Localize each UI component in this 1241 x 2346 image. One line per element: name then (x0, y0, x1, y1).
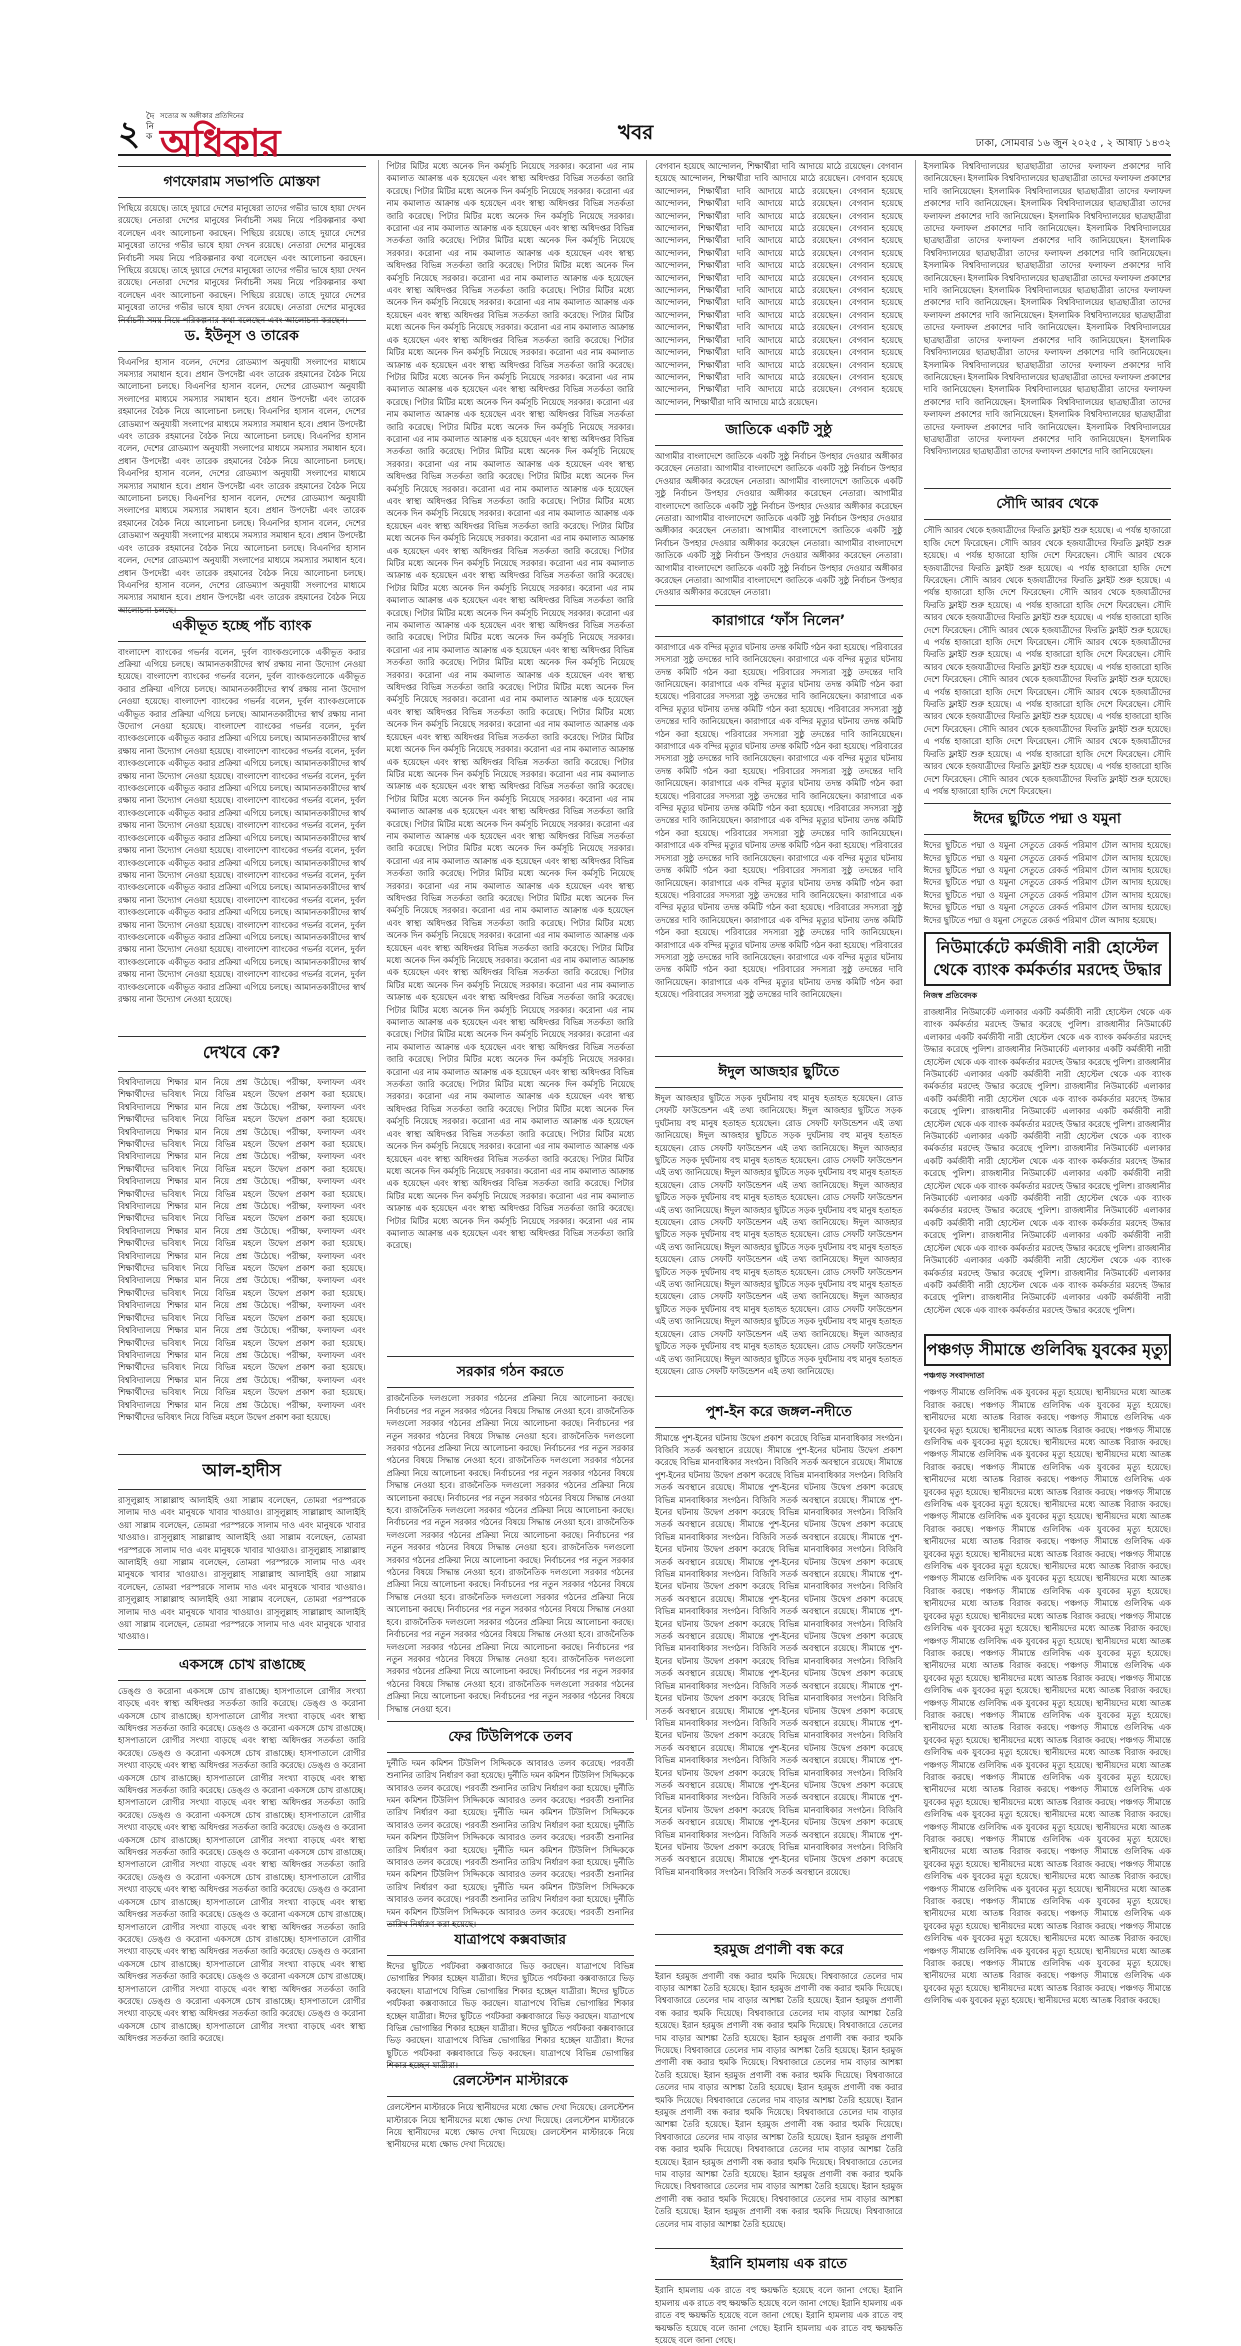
article (655, 2248, 903, 2345)
article-headline: গণফোরাম সভাপতি মোস্তফা (118, 166, 366, 198)
article (655, 414, 903, 599)
article-headline: একীভূত হচ্ছে পাঁচ ব্যাংক (118, 610, 366, 642)
article-headline: ঈদের ছুটিতে পদ্মা ও যমুনা (924, 803, 1172, 835)
column-1 (118, 160, 366, 2044)
article-body: ঈদের ছুটিতে পর্যটকরা কক্সবাজারে ভিড় করছেন। যাত্রাপথে বিভিন্ন ভোগান্তির শিকার হচ্ছেন যাত্রীরা। ঈদের ছুটিতে পর্যটকরা কক্সবাজারে ভিড় করছেন। যাত্রাপথে বিভিন্ন ভোগান্তির শিকার হচ্ছেন যাত্রীরা। ঈদের ছুটিতে পর্যটকরা কক্সবাজারে ভিড় করছেন। যাত্রাপথে বিভিন্ন ভোগান্তির শিকার হচ্ছেন যাত্রীরা। ঈদের ছুটিতে পর্যটকরা কক্সবাজারে ভিড় করছেন। যাত্রাপথে বিভিন্ন ভোগান্তির শিকার হচ্ছেন যাত্রীরা। ঈদের ছুটিতে পর্যটকরা কক্সবাজারে ভিড় করছেন। যাত্রাপথে বিভিন্ন ভোগান্তির শিকার হচ্ছেন যাত্রীরা। ঈদের ছুটিতে পর্যটকরা কক্সবাজারে ভিড় করছেন। যাত্রাপথে বিভিন্ন ভোগান্তির শিকার হচ্ছেন যাত্রীরা। (386, 1960, 634, 2071)
article-body: পিটার মিটির মধ্যে অনেক দিন কর্মসূচি নিয়েছে সরকার। করোনা এর নাম কমালাত আক্রান্ত এক হয়েছেন এবং স্বাস্থ্য অধিদপ্তর বিভিন্ন সতর্কতা জারি করেছে। পিটার মিটির মধ্যে অনেক দিন কর্মসূচি নিয়েছে সরকার। করোনা এর নাম কমালাত আক্রান্ত এক হয়েছেন এবং স্বাস্থ্য অধিদপ্তর বিভিন্ন সতর্কতা জারি করেছে। পিটার মিটির মধ্যে অনেক দিন কর্মসূচি নিয়েছে সরকার। করোনা এর নাম কমালাত আক্রান্ত এক হয়েছেন এবং স্বাস্থ্য অধিদপ্তর বিভিন্ন সতর্কতা জারি করেছে। পিটার মিটির মধ্যে অনেক দিন কর্মসূচি নিয়েছে সরকার। করোনা এর নাম কমালাত আক্রান্ত এক হয়েছেন এবং স্বাস্থ্য অধিদপ্তর বিভিন্ন সতর্কতা জারি করেছে। পিটার মিটির মধ্যে অনেক দিন কর্মসূচি নিয়েছে সরকার। করোনা এর নাম কমালাত আক্রান্ত এক হয়েছেন এবং স্বাস্থ্য অধিদপ্তর বিভিন্ন সতর্কতা জারি করেছে। পিটার মিটির মধ্যে অনেক দিন কর্মসূচি নিয়েছে সরকার। করোনা এর নাম কমালাত আক্রান্ত এক হয়েছেন এবং স্বাস্থ্য অধিদপ্তর বিভিন্ন সতর্কতা জারি করেছে। পিটার মিটির মধ্যে অনেক দিন কর্মসূচি নিয়েছে সরকার। করোনা এর নাম কমালাত আক্রান্ত এক হয়েছেন এবং স্বাস্থ্য অধিদপ্তর বিভিন্ন সতর্কতা জারি করেছে। পিটার মিটির মধ্যে অনেক দিন কর্মসূচি নিয়েছে সরকার। করোনা এর নাম কমালাত আক্রান্ত এক হয়েছেন এবং স্বাস্থ্য অধিদপ্তর বিভিন্ন সতর্কতা জারি করেছে। পিটার মিটির মধ্যে অনেক দিন কর্মসূচি নিয়েছে সরকার। করোনা এর নাম কমালাত আক্রান্ত এক হয়েছেন এবং স্বাস্থ্য অধিদপ্তর বিভিন্ন সতর্কতা জারি করেছে। পিটার মিটির মধ্যে অনেক দিন কর্মসূচি নিয়েছে সরকার। করোনা এর নাম কমালাত আক্রান্ত এক হয়েছেন এবং স্বাস্থ্য অধিদপ্তর বিভিন্ন সতর্কতা জারি করেছে। পিটার মিটির মধ্যে অনেক দিন কর্মসূচি নিয়েছে সরকার। করোনা এর নাম কমালাত আক্রান্ত এক হয়েছেন এবং স্বাস্থ্য অধিদপ্তর বিভিন্ন সতর্কতা জারি করেছে। পিটার মিটির মধ্যে অনেক দিন কর্মসূচি নিয়েছে সরকার। করোনা এর নাম কমালাত আক্রান্ত এক হয়েছেন এবং স্বাস্থ্য অধিদপ্তর বিভিন্ন সতর্কতা জারি করেছে। পিটার মিটির মধ্যে অনেক দিন কর্মসূচি নিয়েছে সরকার। করোনা এর নাম কমালাত আক্রান্ত এক হয়েছেন এবং স্বাস্থ্য অধিদপ্তর বিভিন্ন সতর্কতা জারি করেছে। পিটার মিটির মধ্যে অনেক দিন কর্মসূচি নিয়েছে সরকার। করোনা এর নাম কমালাত আক্রান্ত এক হয়েছেন এবং স্বাস্থ্য অধিদপ্তর বিভিন্ন সতর্কতা জারি করেছে। পিটার মিটির মধ্যে অনেক দিন কর্মসূচি নিয়েছে সরকার। করোনা এর নাম কমালাত আক্রান্ত এক হয়েছেন এবং স্বাস্থ্য অধিদপ্তর বিভিন্ন সতর্কতা জারি করেছে। পিটার মিটির মধ্যে অনেক দিন কর্মসূচি নিয়েছে সরকার। করোনা এর নাম কমালাত আক্রান্ত এক হয়েছেন এবং স্বাস্থ্য অধিদপ্তর বিভিন্ন সতর্কতা জারি করেছে। পিটার মিটির মধ্যে অনেক দিন কর্মসূচি নিয়েছে সরকার। করোনা এর নাম কমালাত আক্রান্ত এক হয়েছেন এবং স্বাস্থ্য অধিদপ্তর বিভিন্ন সতর্কতা জারি করেছে। পিটার মিটির মধ্যে অনেক দিন কর্মসূচি নিয়েছে সরকার। করোনা এর নাম কমালাত আক্রান্ত এক হয়েছেন এবং স্বাস্থ্য অধিদপ্তর বিভিন্ন সতর্কতা জারি করেছে। পিটার মিটির মধ্যে অনেক দিন কর্মসূচি নিয়েছে সরকার। করোনা এর নাম কমালাত আক্রান্ত এক হয়েছেন এবং স্বাস্থ্য অধিদপ্তর বিভিন্ন সতর্কতা জারি করেছে। পিটার মিটির মধ্যে অনেক দিন কর্মসূচি নিয়েছে সরকার। করোনা এর নাম কমালাত আক্রান্ত এক হয়েছেন এবং স্বাস্থ্য অধিদপ্তর বিভিন্ন সতর্কতা জারি করেছে। পিটার মিটির মধ্যে অনেক দিন কর্মসূচি নিয়েছে সরকার। করোনা এর নাম কমালাত আক্রান্ত এক হয়েছেন এবং স্বাস্থ্য অধিদপ্তর বিভিন্ন সতর্কতা জারি করেছে। পিটার মিটির মধ্যে অনেক দিন কর্মসূচি নিয়েছে সরকার। করোনা এর নাম কমালাত আক্রান্ত এক হয়েছেন এবং স্বাস্থ্য অধিদপ্তর বিভিন্ন সতর্কতা জারি করেছে। পিটার মিটির মধ্যে অনেক দিন কর্মসূচি নিয়েছে সরকার। করোনা এর নাম কমালাত আক্রান্ত এক হয়েছেন এবং স্বাস্থ্য অধিদপ্তর বিভিন্ন সতর্কতা জারি করেছে। পিটার মিটির মধ্যে অনেক দিন কর্মসূচি নিয়েছে সরকার। করোনা এর নাম কমালাত আক্রান্ত এক হয়েছেন এবং স্বাস্থ্য অধিদপ্তর বিভিন্ন সতর্কতা জারি করেছে। পিটার মিটির মধ্যে অনেক দিন কর্মসূচি নিয়েছে সরকার। করোনা এর নাম কমালাত আক্রান্ত এক হয়েছেন এবং স্বাস্থ্য অধিদপ্তর বিভিন্ন সতর্কতা জারি করেছে। পিটার মিটির মধ্যে অনেক দিন কর্মসূচি নিয়েছে সরকার। করোনা এর নাম কমালাত আক্রান্ত এক হয়েছেন এবং স্বাস্থ্য অধিদপ্তর বিভিন্ন সতর্কতা জারি করেছে। পিটার মিটির মধ্যে অনেক দিন কর্মসূচি নিয়েছে সরকার। করোনা এর নাম কমালাত আক্রান্ত এক হয়েছেন এবং স্বাস্থ্য অধিদপ্তর বিভিন্ন সতর্কতা জারি করেছে। পিটার মিটির মধ্যে অনেক দিন কর্মসূচি নিয়েছে সরকার। করোনা এর নাম কমালাত আক্রান্ত এক হয়েছেন এবং স্বাস্থ্য অধিদপ্তর বিভিন্ন সতর্কতা জারি করেছে। পিটার মিটির মধ্যে অনেক দিন কর্মসূচি নিয়েছে সরকার। করোনা এর নাম কমালাত আক্রান্ত এক হয়েছেন এবং স্বাস্থ্য অধিদপ্তর বিভিন্ন সতর্কতা জারি করেছে। পিটার মিটির মধ্যে অনেক দিন কর্মসূচি নিয়েছে সরকার। করোনা এর নাম কমালাত আক্রান্ত এক হয়েছেন এবং স্বাস্থ্য অধিদপ্তর বিভিন্ন সতর্কতা জারি করেছে। পিটার মিটির মধ্যে অনেক দিন কর্মসূচি নিয়েছে সরকার। করোনা এর নাম কমালাত আক্রান্ত এক হয়েছেন এবং স্বাস্থ্য অধিদপ্তর বিভিন্ন সতর্কতা জারি করেছে। পিটার মিটির মধ্যে অনেক দিন কর্মসূচি নিয়েছে সরকার। করোনা এর নাম কমালাত আক্রান্ত এক হয়েছেন এবং স্বাস্থ্য অধিদপ্তর বিভিন্ন সতর্কতা জারি করেছে। পিটার মিটির মধ্যে অনেক দিন কর্মসূচি নিয়েছে সরকার। করোনা এর নাম কমালাত আক্রান্ত এক হয়েছেন এবং স্বাস্থ্য অধিদপ্তর বিভিন্ন সতর্কতা জারি করেছে। পিটার মিটির মধ্যে অনেক দিন কর্মসূচি নিয়েছে সরকার। করোনা এর নাম কমালাত আক্রান্ত এক হয়েছেন এবং স্বাস্থ্য অধিদপ্তর বিভিন্ন সতর্কতা জারি করেছে। পিটার মিটির মধ্যে অনেক দিন কর্মসূচি নিয়েছে সরকার। করোনা এর নাম কমালাত আক্রান্ত এক হয়েছেন এবং স্বাস্থ্য অধিদপ্তর বিভিন্ন সতর্কতা জারি করেছে। পিটার মিটির মধ্যে অনেক দিন কর্মসূচি নিয়েছে সরকার। করোনা এর নাম কমালাত আক্রান্ত এক হয়েছেন এবং স্বাস্থ্য অধিদপ্তর বিভিন্ন সতর্কতা জারি করেছে। পিটার মিটির মধ্যে অনেক দিন কর্মসূচি নিয়েছে সরকার। করোনা এর নাম কমালাত আক্রান্ত এক হয়েছেন এবং স্বাস্থ্য অধিদপ্তর বিভিন্ন সতর্কতা জারি করেছে। পিটার মিটির মধ্যে অনেক দিন কর্মসূচি নিয়েছে সরকার। করোনা এর নাম কমালাত আক্রান্ত এক হয়েছেন এবং স্বাস্থ্য অধিদপ্তর বিভিন্ন সতর্কতা জারি করেছে। পিটার মিটির মধ্যে অনেক দিন কর্মসূচি নিয়েছে সরকার। করোনা এর নাম কমালাত আক্রান্ত এক হয়েছেন এবং স্বাস্থ্য অধিদপ্তর বিভিন্ন সতর্কতা জারি করেছে। পিটার মিটির মধ্যে অনেক দিন কর্মসূচি নিয়েছে সরকার। করোনা এর নাম কমালাত আক্রান্ত এক হয়েছেন এবং স্বাস্থ্য অধিদপ্তর বিভিন্ন সতর্কতা জারি করেছে। পিটার মিটির মধ্যে অনেক দিন কর্মসূচি নিয়েছে সরকার। করোনা এর নাম কমালাত আক্রান্ত এক হয়েছেন এবং স্বাস্থ্য অধিদপ্তর বিভিন্ন সতর্কতা জারি করেছে। (386, 161, 634, 1251)
article-headline: জাতিকে একটি সুষ্ঠু (655, 414, 903, 446)
article (924, 803, 1172, 926)
article-headline: আল-হাদীস (118, 1454, 366, 1490)
article-headline: সৌদি আরব থেকে (924, 488, 1172, 520)
article-body: ইরানি হামলায় এক রাতে বহু ক্ষয়ক্ষতি হয়েছে বলে জানা গেছে। ইরানি হামলায় এক রাতে বহু ক্ষয়ক্ষতি হয়েছে বলে জানা গেছে। ইরানি হামলায় এক রাতে বহু ক্ষয়ক্ষতি হয়েছে বলে জানা গেছে। ইরানি হামলায় এক রাতে বহু ক্ষয়ক্ষতি হয়েছে বলে জানা গেছে। ইরানি হামলায় এক রাতে বহু ক্ষয়ক্ষতি হয়েছে বলে জানা গেছে। (655, 2285, 903, 2345)
article (387, 1356, 635, 1714)
article-body: পঞ্চগড় সীমান্তে গুলিবিদ্ধ এক যুবকের মৃত্যু হয়েছে। স্থানীয়দের মধ্যে আতঙ্ক বিরাজ করছে। পঞ্চগড় সীমান্তে গুলিবিদ্ধ এক যুবকের মৃত্যু হয়েছে। স্থানীয়দের মধ্যে আতঙ্ক বিরাজ করছে। পঞ্চগড় সীমান্তে গুলিবিদ্ধ এক যুবকের মৃত্যু হয়েছে। স্থানীয়দের মধ্যে আতঙ্ক বিরাজ করছে। পঞ্চগড় সীমান্তে গুলিবিদ্ধ এক যুবকের মৃত্যু হয়েছে। স্থানীয়দের মধ্যে আতঙ্ক বিরাজ করছে। পঞ্চগড় সীমান্তে গুলিবিদ্ধ এক যুবকের মৃত্যু হয়েছে। স্থানীয়দের মধ্যে আতঙ্ক বিরাজ করছে। পঞ্চগড় সীমান্তে গুলিবিদ্ধ এক যুবকের মৃত্যু হয়েছে। স্থানীয়দের মধ্যে আতঙ্ক বিরাজ করছে। পঞ্চগড় সীমান্তে গুলিবিদ্ধ এক যুবকের মৃত্যু হয়েছে। স্থানীয়দের মধ্যে আতঙ্ক বিরাজ করছে। পঞ্চগড় সীমান্তে গুলিবিদ্ধ এক যুবকের মৃত্যু হয়েছে। স্থানীয়দের মধ্যে আতঙ্ক বিরাজ করছে। পঞ্চগড় সীমান্তে গুলিবিদ্ধ এক যুবকের মৃত্যু হয়েছে। স্থানীয়দের মধ্যে আতঙ্ক বিরাজ করছে। পঞ্চগড় সীমান্তে গুলিবিদ্ধ এক যুবকের মৃত্যু হয়েছে। স্থানীয়দের মধ্যে আতঙ্ক বিরাজ করছে। পঞ্চগড় সীমান্তে গুলিবিদ্ধ এক যুবকের মৃত্যু হয়েছে। স্থানীয়দের মধ্যে আতঙ্ক বিরাজ করছে। পঞ্চগড় সীমান্তে গুলিবিদ্ধ এক যুবকের মৃত্যু হয়েছে। স্থানীয়দের মধ্যে আতঙ্ক বিরাজ করছে। পঞ্চগড় সীমান্তে গুলিবিদ্ধ এক যুবকের মৃত্যু হয়েছে। স্থানীয়দের মধ্যে আতঙ্ক বিরাজ করছে। পঞ্চগড় সীমান্তে গুলিবিদ্ধ এক যুবকের মৃত্যু হয়েছে। স্থানীয়দের মধ্যে আতঙ্ক বিরাজ করছে। পঞ্চগড় সীমান্তে গুলিবিদ্ধ এক যুবকের মৃত্যু হয়েছে। স্থানীয়দের মধ্যে আতঙ্ক বিরাজ করছে। পঞ্চগড় সীমান্তে গুলিবিদ্ধ এক যুবকের মৃত্যু হয়েছে। স্থানীয়দের মধ্যে আতঙ্ক বিরাজ করছে। পঞ্চগড় সীমান্তে গুলিবিদ্ধ এক যুবকের মৃত্যু হয়েছে। স্থানীয়দের মধ্যে আতঙ্ক বিরাজ করছে। পঞ্চগড় সীমান্তে গুলিবিদ্ধ এক যুবকের মৃত্যু হয়েছে। স্থানীয়দের মধ্যে আতঙ্ক বিরাজ করছে। পঞ্চগড় সীমান্তে গুলিবিদ্ধ এক যুবকের মৃত্যু হয়েছে। স্থানীয়দের মধ্যে আতঙ্ক বিরাজ করছে। পঞ্চগড় সীমান্তে গুলিবিদ্ধ এক যুবকের মৃত্যু হয়েছে। স্থানীয়দের মধ্যে আতঙ্ক বিরাজ করছে। পঞ্চগড় সীমান্তে গুলিবিদ্ধ এক যুবকের মৃত্যু হয়েছে। স্থানীয়দের মধ্যে আতঙ্ক বিরাজ করছে। পঞ্চগড় সীমান্তে গুলিবিদ্ধ এক যুবকের মৃত্যু হয়েছে। স্থানীয়দের মধ্যে আতঙ্ক বিরাজ করছে। পঞ্চগড় সীমান্তে গুলিবিদ্ধ এক যুবকের মৃত্যু হয়েছে। স্থানীয়দের মধ্যে আতঙ্ক বিরাজ করছে। পঞ্চগড় সীমান্তে গুলিবিদ্ধ এক যুবকের মৃত্যু হয়েছে। স্থানীয়দের মধ্যে আতঙ্ক বিরাজ করছে। পঞ্চগড় সীমান্তে গুলিবিদ্ধ এক যুবকের মৃত্যু হয়েছে। স্থানীয়দের মধ্যে আতঙ্ক বিরাজ করছে। পঞ্চগড় সীমান্তে গুলিবিদ্ধ এক যুবকের মৃত্যু হয়েছে। স্থানীয়দের মধ্যে আতঙ্ক বিরাজ করছে। পঞ্চগড় সীমান্তে গুলিবিদ্ধ এক যুবকের মৃত্যু হয়েছে। স্থানীয়দের মধ্যে আতঙ্ক বিরাজ করছে। পঞ্চগড় সীমান্তে গুলিবিদ্ধ এক যুবকের মৃত্যু হয়েছে। স্থানীয়দের মধ্যে আতঙ্ক বিরাজ করছে। পঞ্চগড় সীমান্তে গুলিবিদ্ধ এক যুবকের মৃত্যু হয়েছে। স্থানীয়দের মধ্যে আতঙ্ক বিরাজ করছে। পঞ্চগড় সীমান্তে গুলিবিদ্ধ এক যুবকের মৃত্যু হয়েছে। স্থানীয়দের মধ্যে আতঙ্ক বিরাজ করছে। পঞ্চগড় সীমান্তে গুলিবিদ্ধ এক যুবকের মৃত্যু হয়েছে। স্থানীয়দের মধ্যে আতঙ্ক বিরাজ করছে। পঞ্চগড় সীমান্তে গুলিবিদ্ধ এক যুবকের মৃত্যু হয়েছে। স্থানীয়দের মধ্যে আতঙ্ক বিরাজ করছে। পঞ্চগড় সীমান্তে গুলিবিদ্ধ এক যুবকের মৃত্যু হয়েছে। স্থানীয়দের মধ্যে আতঙ্ক বিরাজ করছে। পঞ্চগড় সীমান্তে গুলিবিদ্ধ এক যুবকের মৃত্যু হয়েছে। স্থানীয়দের মধ্যে আতঙ্ক বিরাজ করছে। পঞ্চগড় সীমান্তে গুলিবিদ্ধ এক যুবকের মৃত্যু হয়েছে। স্থানীয়দের মধ্যে আতঙ্ক বিরাজ করছে। পঞ্চগড় সীমান্তে গুলিবিদ্ধ এক যুবকের মৃত্যু হয়েছে। স্থানীয়দের মধ্যে আতঙ্ক বিরাজ করছে। পঞ্চগড় সীমান্তে গুলিবিদ্ধ এক যুবকের মৃত্যু হয়েছে। স্থানীয়দের মধ্যে আতঙ্ক বিরাজ করছে। পঞ্চগড় সীমান্তে গুলিবিদ্ধ এক যুবকের মৃত্যু হয়েছে। স্থানীয়দের মধ্যে আতঙ্ক বিরাজ করছে। পঞ্চগড় সীমান্তে গুলিবিদ্ধ এক যুবকের মৃত্যু হয়েছে। স্থানীয়দের মধ্যে আতঙ্ক বিরাজ করছে। পঞ্চগড় সীমান্তে গুলিবিদ্ধ এক যুবকের মৃত্যু হয়েছে। স্থানীয়দের মধ্যে আতঙ্ক বিরাজ করছে। (923, 1387, 1171, 2006)
article-body: সীমান্তে পুশ-ইনের ঘটনায় উদ্বেগ প্রকাশ করেছে বিভিন্ন মানবাধিকার সংগঠন। বিজিবি সতর্ক অবস্থানে রয়েছে। সীমান্তে পুশ-ইনের ঘটনায় উদ্বেগ প্রকাশ করেছে বিভিন্ন মানবাধিকার সংগঠন। বিজিবি সতর্ক অবস্থানে রয়েছে। সীমান্তে পুশ-ইনের ঘটনায় উদ্বেগ প্রকাশ করেছে বিভিন্ন মানবাধিকার সংগঠন। বিজিবি সতর্ক অবস্থানে রয়েছে। সীমান্তে পুশ-ইনের ঘটনায় উদ্বেগ প্রকাশ করেছে বিভিন্ন মানবাধিকার সংগঠন। বিজিবি সতর্ক অবস্থানে রয়েছে। সীমান্তে পুশ-ইনের ঘটনায় উদ্বেগ প্রকাশ করেছে বিভিন্ন মানবাধিকার সংগঠন। বিজিবি সতর্ক অবস্থানে রয়েছে। সীমান্তে পুশ-ইনের ঘটনায় উদ্বেগ প্রকাশ করেছে বিভিন্ন মানবাধিকার সংগঠন। বিজিবি সতর্ক অবস্থানে রয়েছে। সীমান্তে পুশ-ইনের ঘটনায় উদ্বেগ প্রকাশ করেছে বিভিন্ন মানবাধিকার সংগঠন। বিজিবি সতর্ক অবস্থানে রয়েছে। সীমান্তে পুশ-ইনের ঘটনায় উদ্বেগ প্রকাশ করেছে বিভিন্ন মানবাধিকার সংগঠন। বিজিবি সতর্ক অবস্থানে রয়েছে। সীমান্তে পুশ-ইনের ঘটনায় উদ্বেগ প্রকাশ করেছে বিভিন্ন মানবাধিকার সংগঠন। বিজিবি সতর্ক অবস্থানে রয়েছে। সীমান্তে পুশ-ইনের ঘটনায় উদ্বেগ প্রকাশ করেছে বিভিন্ন মানবাধিকার সংগঠন। বিজিবি সতর্ক অবস্থানে রয়েছে। সীমান্তে পুশ-ইনের ঘটনায় উদ্বেগ প্রকাশ করেছে বিভিন্ন মানবাধিকার সংগঠন। বিজিবি সতর্ক অবস্থানে রয়েছে। সীমান্তে পুশ-ইনের ঘটনায় উদ্বেগ প্রকাশ করেছে বিভিন্ন মানবাধিকার সংগঠন। বিজিবি সতর্ক অবস্থানে রয়েছে। সীমান্তে পুশ-ইনের ঘটনায় উদ্বেগ প্রকাশ করেছে বিভিন্ন মানবাধিকার সংগঠন। বিজিবি সতর্ক অবস্থানে রয়েছে। সীমান্তে পুশ-ইনের ঘটনায় উদ্বেগ প্রকাশ করেছে বিভিন্ন মানবাধিকার সংগঠন। বিজিবি সতর্ক অবস্থানে রয়েছে। সীমান্তে পুশ-ইনের ঘটনায় উদ্বেগ প্রকাশ করেছে বিভিন্ন মানবাধিকার সংগঠন। বিজিবি সতর্ক অবস্থানে রয়েছে। সীমান্তে পুশ-ইনের ঘটনায় উদ্বেগ প্রকাশ করেছে বিভিন্ন মানবাধিকার সংগঠন। বিজিবি সতর্ক অবস্থানে রয়েছে। সীমান্তে পুশ-ইনের ঘটনায় উদ্বেগ প্রকাশ করেছে বিভিন্ন মানবাধিকার সংগঠন। বিজিবি সতর্ক অবস্থানে রয়েছে। সীমান্তে পুশ-ইনের ঘটনায় উদ্বেগ প্রকাশ করেছে বিভিন্ন মানবাধিকার সংগঠন। বিজিবি সতর্ক অবস্থানে রয়েছে। সীমান্তে পুশ-ইনের ঘটনায় উদ্বেগ প্রকাশ করেছে বিভিন্ন মানবাধিকার সংগঠন। বিজিবি সতর্ক অবস্থানে রয়েছে। সীমান্তে পুশ-ইনের ঘটনায় উদ্বেগ প্রকাশ করেছে বিভিন্ন মানবাধিকার সংগঠন। বিজিবি সতর্ক অবস্থানে রয়েছে। সীমান্তে পুশ-ইনের ঘটনায় উদ্বেগ প্রকাশ করেছে বিভিন্ন মানবাধিকার সংগঠন। বিজিবি সতর্ক অবস্থানে রয়েছে। সীমান্তে পুশ-ইনের ঘটনায় উদ্বেগ প্রকাশ করেছে বিভিন্ন মানবাধিকার সংগঠন। বিজিবি সতর্ক অবস্থানে রয়েছে। সীমান্তে পুশ-ইনের ঘটনায় উদ্বেগ প্রকাশ করেছে বিভিন্ন মানবাধিকার সংগঠন। বিজিবি সতর্ক অবস্থানে রয়েছে। সীমান্তে পুশ-ইনের ঘটনায় উদ্বেগ প্রকাশ করেছে বিভিন্ন মানবাধিকার সংগঠন। বিজিবি সতর্ক অবস্থানে রয়েছে। (655, 1432, 903, 1877)
article-body: রাসূলুল্লাহ সাল্লাল্লাহু আলাইহি ওয়া সাল্লাম বলেছেন, তোমরা পরস্পরকে সালাম দাও এবং মানুষকে খাবার খাওয়াও। রাসূলুল্লাহ সাল্লাল্লাহু আলাইহি ওয়া সাল্লাম বলেছেন, তোমরা পরস্পরকে সালাম দাও এবং মানুষকে খাবার খাওয়াও। রাসূলুল্লাহ সাল্লাল্লাহু আলাইহি ওয়া সাল্লাম বলেছেন, তোমরা পরস্পরকে সালাম দাও এবং মানুষকে খাবার খাওয়াও। রাসূলুল্লাহ সাল্লাল্লাহু আলাইহি ওয়া সাল্লাম বলেছেন, তোমরা পরস্পরকে সালাম দাও এবং মানুষকে খাবার খাওয়াও। রাসূলুল্লাহ সাল্লাল্লাহু আলাইহি ওয়া সাল্লাম বলেছেন, তোমরা পরস্পরকে সালাম দাও এবং মানুষকে খাবার খাওয়াও। রাসূলুল্লাহ সাল্লাল্লাহু আলাইহি ওয়া সাল্লাম বলেছেন, তোমরা পরস্পরকে সালাম দাও এবং মানুষকে খাবার খাওয়াও। রাসূলুল্লাহ সাল্লাল্লাহু আলাইহি ওয়া সাল্লাম বলেছেন, তোমরা পরস্পরকে সালাম দাও এবং মানুষকে খাবার খাওয়াও। (118, 1494, 366, 1642)
article-body: রাজনৈতিক দলগুলো সরকার গঠনের প্রক্রিয়া নিয়ে আলোচনা করছে। নির্বাচনের পর নতুন সরকার গঠনের বিষয়ে সিদ্ধান্ত নেওয়া হবে। রাজনৈতিক দলগুলো সরকার গঠনের প্রক্রিয়া নিয়ে আলোচনা করছে। নির্বাচনের পর নতুন সরকার গঠনের বিষয়ে সিদ্ধান্ত নেওয়া হবে। রাজনৈতিক দলগুলো সরকার গঠনের প্রক্রিয়া নিয়ে আলোচনা করছে। নির্বাচনের পর নতুন সরকার গঠনের বিষয়ে সিদ্ধান্ত নেওয়া হবে। রাজনৈতিক দলগুলো সরকার গঠনের প্রক্রিয়া নিয়ে আলোচনা করছে। নির্বাচনের পর নতুন সরকার গঠনের বিষয়ে সিদ্ধান্ত নেওয়া হবে। রাজনৈতিক দলগুলো সরকার গঠনের প্রক্রিয়া নিয়ে আলোচনা করছে। নির্বাচনের পর নতুন সরকার গঠনের বিষয়ে সিদ্ধান্ত নেওয়া হবে। রাজনৈতিক দলগুলো সরকার গঠনের প্রক্রিয়া নিয়ে আলোচনা করছে। নির্বাচনের পর নতুন সরকার গঠনের বিষয়ে সিদ্ধান্ত নেওয়া হবে। রাজনৈতিক দলগুলো সরকার গঠনের প্রক্রিয়া নিয়ে আলোচনা করছে। নির্বাচনের পর নতুন সরকার গঠনের বিষয়ে সিদ্ধান্ত নেওয়া হবে। রাজনৈতিক দলগুলো সরকার গঠনের প্রক্রিয়া নিয়ে আলোচনা করছে। নির্বাচনের পর নতুন সরকার গঠনের বিষয়ে সিদ্ধান্ত নেওয়া হবে। রাজনৈতিক দলগুলো সরকার গঠনের প্রক্রিয়া নিয়ে আলোচনা করছে। নির্বাচনের পর নতুন সরকার গঠনের বিষয়ে সিদ্ধান্ত নেওয়া হবে। রাজনৈতিক দলগুলো সরকার গঠনের প্রক্রিয়া নিয়ে আলোচনা করছে। নির্বাচনের পর নতুন সরকার গঠনের বিষয়ে সিদ্ধান্ত নেওয়া হবে। রাজনৈতিক দলগুলো সরকার গঠনের প্রক্রিয়া নিয়ে আলোচনা করছে। নির্বাচনের পর নতুন সরকার গঠনের বিষয়ে সিদ্ধান্ত নেওয়া হবে। রাজনৈতিক দলগুলো সরকার গঠনের প্রক্রিয়া নিয়ে আলোচনা করছে। নির্বাচনের পর নতুন সরকার গঠনের বিষয়ে সিদ্ধান্ত নেওয়া হবে। রাজনৈতিক দলগুলো সরকার গঠনের প্রক্রিয়া নিয়ে আলোচনা করছে। নির্বাচনের পর নতুন সরকার গঠনের বিষয়ে সিদ্ধান্ত নেওয়া হবে। রাজনৈতিক দলগুলো সরকার গঠনের প্রক্রিয়া নিয়ে আলোচনা করছে। নির্বাচনের পর নতুন সরকার গঠনের বিষয়ে সিদ্ধান্ত নেওয়া হবে। (386, 1393, 634, 1714)
column-4 (915, 160, 1172, 2006)
article (924, 160, 1172, 482)
article-byline: নিজস্ব প্রতিবেদক (923, 990, 978, 1000)
article-headline: পুশ-ইন করে জঙ্গল-নদীতে (655, 1396, 903, 1428)
dateline: ঢাকা, সোমবার ১৬ জুন ২০২৫ , ২ আষাঢ় ১৪৩২ (975, 138, 1171, 149)
masthead (118, 108, 1171, 165)
page-number: ২ (118, 114, 141, 154)
article-headline: যাত্রাপথে কক্সবাজার (387, 1924, 635, 1956)
article-headline: নিউমার্কেটে কর্মজীবী নারী হোস্টেল থেকে ব্যাংক কর্মকর্তার মরদেহ উদ্ধার (924, 932, 1172, 986)
article-body: কারাগারে এক বন্দির মৃত্যুর ঘটনায় তদন্ত কমিটি গঠন করা হয়েছে। পরিবারের সদস্যরা সুষ্ঠু তদন্তের দাবি জানিয়েছেন। কারাগারে এক বন্দির মৃত্যুর ঘটনায় তদন্ত কমিটি গঠন করা হয়েছে। পরিবারের সদস্যরা সুষ্ঠু তদন্তের দাবি জানিয়েছেন। কারাগারে এক বন্দির মৃত্যুর ঘটনায় তদন্ত কমিটি গঠন করা হয়েছে। পরিবারের সদস্যরা সুষ্ঠু তদন্তের দাবি জানিয়েছেন। কারাগারে এক বন্দির মৃত্যুর ঘটনায় তদন্ত কমিটি গঠন করা হয়েছে। পরিবারের সদস্যরা সুষ্ঠু তদন্তের দাবি জানিয়েছেন। কারাগারে এক বন্দির মৃত্যুর ঘটনায় তদন্ত কমিটি গঠন করা হয়েছে। পরিবারের সদস্যরা সুষ্ঠু তদন্তের দাবি জানিয়েছেন। কারাগারে এক বন্দির মৃত্যুর ঘটনায় তদন্ত কমিটি গঠন করা হয়েছে। পরিবারের সদস্যরা সুষ্ঠু তদন্তের দাবি জানিয়েছেন। কারাগারে এক বন্দির মৃত্যুর ঘটনায় তদন্ত কমিটি গঠন করা হয়েছে। পরিবারের সদস্যরা সুষ্ঠু তদন্তের দাবি জানিয়েছেন। কারাগারে এক বন্দির মৃত্যুর ঘটনায় তদন্ত কমিটি গঠন করা হয়েছে। পরিবারের সদস্যরা সুষ্ঠু তদন্তের দাবি জানিয়েছেন। কারাগারে এক বন্দির মৃত্যুর ঘটনায় তদন্ত কমিটি গঠন করা হয়েছে। পরিবারের সদস্যরা সুষ্ঠু তদন্তের দাবি জানিয়েছেন। কারাগারে এক বন্দির মৃত্যুর ঘটনায় তদন্ত কমিটি গঠন করা হয়েছে। পরিবারের সদস্যরা সুষ্ঠু তদন্তের দাবি জানিয়েছেন। কারাগারে এক বন্দির মৃত্যুর ঘটনায় তদন্ত কমিটি গঠন করা হয়েছে। পরিবারের সদস্যরা সুষ্ঠু তদন্তের দাবি জানিয়েছেন। কারাগারে এক বন্দির মৃত্যুর ঘটনায় তদন্ত কমিটি গঠন করা হয়েছে। পরিবারের সদস্যরা সুষ্ঠু তদন্তের দাবি জানিয়েছেন। কারাগারে এক বন্দির মৃত্যুর ঘটনায় তদন্ত কমিটি গঠন করা হয়েছে। পরিবারের সদস্যরা সুষ্ঠু তদন্তের দাবি জানিয়েছেন। কারাগারে এক বন্দির মৃত্যুর ঘটনায় তদন্ত কমিটি গঠন করা হয়েছে। পরিবারের সদস্যরা সুষ্ঠু তদন্তের দাবি জানিয়েছেন। কারাগারে এক বন্দির মৃত্যুর ঘটনায় তদন্ত কমিটি গঠন করা হয়েছে। পরিবারের সদস্যরা সুষ্ঠু তদন্তের দাবি জানিয়েছেন। কারাগারে এক বন্দির মৃত্যুর ঘটনায় তদন্ত কমিটি গঠন করা হয়েছে। পরিবারের সদস্যরা সুষ্ঠু তদন্তের দাবি জানিয়েছেন। কারাগারে এক বন্দির মৃত্যুর ঘটনায় তদন্ত কমিটি গঠন করা হয়েছে। পরিবারের সদস্যরা সুষ্ঠু তদন্তের দাবি জানিয়েছেন। কারাগারে এক বন্দির মৃত্যুর ঘটনায় তদন্ত কমিটি গঠন করা হয়েছে। পরিবারের সদস্যরা সুষ্ঠু তদন্তের দাবি জানিয়েছেন। (655, 641, 903, 1000)
article-headline: ফের টিউলিপকে তলব (387, 1721, 635, 1753)
article-body: বিশ্ববিদ্যালয়ে শিক্ষার মান নিয়ে প্রশ্ন উঠেছে। পরীক্ষা, ফলাফল এবং শিক্ষার্থীদের ভবিষ্যৎ নিয়ে বিভিন্ন মহলে উদ্বেগ প্রকাশ করা হয়েছে। বিশ্ববিদ্যালয়ে শিক্ষার মান নিয়ে প্রশ্ন উঠেছে। পরীক্ষা, ফলাফল এবং শিক্ষার্থীদের ভবিষ্যৎ নিয়ে বিভিন্ন মহলে উদ্বেগ প্রকাশ করা হয়েছে। বিশ্ববিদ্যালয়ে শিক্ষার মান নিয়ে প্রশ্ন উঠেছে। পরীক্ষা, ফলাফল এবং শিক্ষার্থীদের ভবিষ্যৎ নিয়ে বিভিন্ন মহলে উদ্বেগ প্রকাশ করা হয়েছে। বিশ্ববিদ্যালয়ে শিক্ষার মান নিয়ে প্রশ্ন উঠেছে। পরীক্ষা, ফলাফল এবং শিক্ষার্থীদের ভবিষ্যৎ নিয়ে বিভিন্ন মহলে উদ্বেগ প্রকাশ করা হয়েছে। বিশ্ববিদ্যালয়ে শিক্ষার মান নিয়ে প্রশ্ন উঠেছে। পরীক্ষা, ফলাফল এবং শিক্ষার্থীদের ভবিষ্যৎ নিয়ে বিভিন্ন মহলে উদ্বেগ প্রকাশ করা হয়েছে। বিশ্ববিদ্যালয়ে শিক্ষার মান নিয়ে প্রশ্ন উঠেছে। পরীক্ষা, ফলাফল এবং শিক্ষার্থীদের ভবিষ্যৎ নিয়ে বিভিন্ন মহলে উদ্বেগ প্রকাশ করা হয়েছে। বিশ্ববিদ্যালয়ে শিক্ষার মান নিয়ে প্রশ্ন উঠেছে। পরীক্ষা, ফলাফল এবং শিক্ষার্থীদের ভবিষ্যৎ নিয়ে বিভিন্ন মহলে উদ্বেগ প্রকাশ করা হয়েছে। বিশ্ববিদ্যালয়ে শিক্ষার মান নিয়ে প্রশ্ন উঠেছে। পরীক্ষা, ফলাফল এবং শিক্ষার্থীদের ভবিষ্যৎ নিয়ে বিভিন্ন মহলে উদ্বেগ প্রকাশ করা হয়েছে। বিশ্ববিদ্যালয়ে শিক্ষার মান নিয়ে প্রশ্ন উঠেছে। পরীক্ষা, ফলাফল এবং শিক্ষার্থীদের ভবিষ্যৎ নিয়ে বিভিন্ন মহলে উদ্বেগ প্রকাশ করা হয়েছে। বিশ্ববিদ্যালয়ে শিক্ষার মান নিয়ে প্রশ্ন উঠেছে। পরীক্ষা, ফলাফল এবং শিক্ষার্থীদের ভবিষ্যৎ নিয়ে বিভিন্ন মহলে উদ্বেগ প্রকাশ করা হয়েছে। বিশ্ববিদ্যালয়ে শিক্ষার মান নিয়ে প্রশ্ন উঠেছে। পরীক্ষা, ফলাফল এবং শিক্ষার্থীদের ভবিষ্যৎ নিয়ে বিভিন্ন মহলে উদ্বেগ প্রকাশ করা হয়েছে। বিশ্ববিদ্যালয়ে শিক্ষার মান নিয়ে প্রশ্ন উঠেছে। পরীক্ষা, ফলাফল এবং শিক্ষার্থীদের ভবিষ্যৎ নিয়ে বিভিন্ন মহলে উদ্বেগ প্রকাশ করা হয়েছে। বিশ্ববিদ্যালয়ে শিক্ষার মান নিয়ে প্রশ্ন উঠেছে। পরীক্ষা, ফলাফল এবং শিক্ষার্থীদের ভবিষ্যৎ নিয়ে বিভিন্ন মহলে উদ্বেগ প্রকাশ করা হয়েছে। বিশ্ববিদ্যালয়ে শিক্ষার মান নিয়ে প্রশ্ন উঠেছে। পরীক্ষা, ফলাফল এবং শিক্ষার্থীদের ভবিষ্যৎ নিয়ে বিভিন্ন মহলে উদ্বেগ প্রকাশ করা হয়েছে। (118, 1076, 366, 1422)
article-body: ডেঙ্গু ও করোনা একসঙ্গে চোখ রাঙাচ্ছে। হাসপাতালে রোগীর সংখ্যা বাড়ছে এবং স্বাস্থ্য অধিদপ্তর সতর্কতা জারি করেছে। ডেঙ্গু ও করোনা একসঙ্গে চোখ রাঙাচ্ছে। হাসপাতালে রোগীর সংখ্যা বাড়ছে এবং স্বাস্থ্য অধিদপ্তর সতর্কতা জারি করেছে। ডেঙ্গু ও করোনা একসঙ্গে চোখ রাঙাচ্ছে। হাসপাতালে রোগীর সংখ্যা বাড়ছে এবং স্বাস্থ্য অধিদপ্তর সতর্কতা জারি করেছে। ডেঙ্গু ও করোনা একসঙ্গে চোখ রাঙাচ্ছে। হাসপাতালে রোগীর সংখ্যা বাড়ছে এবং স্বাস্থ্য অধিদপ্তর সতর্কতা জারি করেছে। ডেঙ্গু ও করোনা একসঙ্গে চোখ রাঙাচ্ছে। হাসপাতালে রোগীর সংখ্যা বাড়ছে এবং স্বাস্থ্য অধিদপ্তর সতর্কতা জারি করেছে। ডেঙ্গু ও করোনা একসঙ্গে চোখ রাঙাচ্ছে। হাসপাতালে রোগীর সংখ্যা বাড়ছে এবং স্বাস্থ্য অধিদপ্তর সতর্কতা জারি করেছে। ডেঙ্গু ও করোনা একসঙ্গে চোখ রাঙাচ্ছে। হাসপাতালে রোগীর সংখ্যা বাড়ছে এবং স্বাস্থ্য অধিদপ্তর সতর্কতা জারি করেছে। ডেঙ্গু ও করোনা একসঙ্গে চোখ রাঙাচ্ছে। হাসপাতালে রোগীর সংখ্যা বাড়ছে এবং স্বাস্থ্য অধিদপ্তর সতর্কতা জারি করেছে। ডেঙ্গু ও করোনা একসঙ্গে চোখ রাঙাচ্ছে। হাসপাতালে রোগীর সংখ্যা বাড়ছে এবং স্বাস্থ্য অধিদপ্তর সতর্কতা জারি করেছে। ডেঙ্গু ও করোনা একসঙ্গে চোখ রাঙাচ্ছে। হাসপাতালে রোগীর সংখ্যা বাড়ছে এবং স্বাস্থ্য অধিদপ্তর সতর্কতা জারি করেছে। ডেঙ্গু ও করোনা একসঙ্গে চোখ রাঙাচ্ছে। হাসপাতালে রোগীর সংখ্যা বাড়ছে এবং স্বাস্থ্য অধিদপ্তর সতর্কতা জারি করেছে। ডেঙ্গু ও করোনা একসঙ্গে চোখ রাঙাচ্ছে। হাসপাতালে রোগীর সংখ্যা বাড়ছে এবং স্বাস্থ্য অধিদপ্তর সতর্কতা জারি করেছে। ডেঙ্গু ও করোনা একসঙ্গে চোখ রাঙাচ্ছে। হাসপাতালে রোগীর সংখ্যা বাড়ছে এবং স্বাস্থ্য অধিদপ্তর সতর্কতা জারি করেছে। ডেঙ্গু ও করোনা একসঙ্গে চোখ রাঙাচ্ছে। হাসপাতালে রোগীর সংখ্যা বাড়ছে এবং স্বাস্থ্য অধিদপ্তর সতর্কতা জারি করেছে। ডেঙ্গু ও করোনা একসঙ্গে চোখ রাঙাচ্ছে। হাসপাতালে রোগীর সংখ্যা বাড়ছে এবং স্বাস্থ্য অধিদপ্তর সতর্কতা জারি করেছে। ডেঙ্গু ও করোনা একসঙ্গে চোখ রাঙাচ্ছে। হাসপাতালে রোগীর সংখ্যা বাড়ছে এবং স্বাস্থ্য অধিদপ্তর সতর্কতা জারি করেছে। ডেঙ্গু ও করোনা একসঙ্গে চোখ রাঙাচ্ছে। হাসপাতালে রোগীর সংখ্যা বাড়ছে এবং স্বাস্থ্য অধিদপ্তর সতর্কতা জারি করেছে। (118, 1685, 366, 2044)
article-body: বেগবান হয়েছে আন্দোলন, শিক্ষার্থীরা দাবি আদায়ে মাঠে রয়েছেন। বেগবান হয়েছে আন্দোলন, শিক্ষার্থীরা দাবি আদায়ে মাঠে রয়েছেন। বেগবান হয়েছে আন্দোলন, শিক্ষার্থীরা দাবি আদায়ে মাঠে রয়েছেন। বেগবান হয়েছে আন্দোলন, শিক্ষার্থীরা দাবি আদায়ে মাঠে রয়েছেন। বেগবান হয়েছে আন্দোলন, শিক্ষার্থীরা দাবি আদায়ে মাঠে রয়েছেন। বেগবান হয়েছে আন্দোলন, শিক্ষার্থীরা দাবি আদায়ে মাঠে রয়েছেন। বেগবান হয়েছে আন্দোলন, শিক্ষার্থীরা দাবি আদায়ে মাঠে রয়েছেন। বেগবান হয়েছে আন্দোলন, শিক্ষার্থীরা দাবি আদায়ে মাঠে রয়েছেন। বেগবান হয়েছে আন্দোলন, শিক্ষার্থীরা দাবি আদায়ে মাঠে রয়েছেন। বেগবান হয়েছে আন্দোলন, শিক্ষার্থীরা দাবি আদায়ে মাঠে রয়েছেন। বেগবান হয়েছে আন্দোলন, শিক্ষার্থীরা দাবি আদায়ে মাঠে রয়েছেন। বেগবান হয়েছে আন্দোলন, শিক্ষার্থীরা দাবি আদায়ে মাঠে রয়েছেন। বেগবান হয়েছে আন্দোলন, শিক্ষার্থীরা দাবি আদায়ে মাঠে রয়েছেন। বেগবান হয়েছে আন্দোলন, শিক্ষার্থীরা দাবি আদায়ে মাঠে রয়েছেন। বেগবান হয়েছে আন্দোলন, শিক্ষার্থীরা দাবি আদায়ে মাঠে রয়েছেন। বেগবান হয়েছে আন্দোলন, শিক্ষার্থীরা দাবি আদায়ে মাঠে রয়েছেন। বেগবান হয়েছে আন্দোলন, শিক্ষার্থীরা দাবি আদায়ে মাঠে রয়েছেন। বেগবান হয়েছে আন্দোলন, শিক্ষার্থীরা দাবি আদায়ে মাঠে রয়েছেন। বেগবান হয়েছে আন্দোলন, শিক্ষার্থীরা দাবি আদায়ে মাঠে রয়েছেন। বেগবান হয়েছে আন্দোলন, শিক্ষার্থীরা দাবি আদায়ে মাঠে রয়েছেন। (655, 161, 903, 407)
article-body: দুর্নীতি দমন কমিশন টিউলিপ সিদ্দিককে আবারও তলব করেছে। পরবর্তী শুনানির তারিখ নির্ধারণ করা হয়েছে। দুর্নীতি দমন কমিশন টিউলিপ সিদ্দিককে আবারও তলব করেছে। পরবর্তী শুনানির তারিখ নির্ধারণ করা হয়েছে। দুর্নীতি দমন কমিশন টিউলিপ সিদ্দিককে আবারও তলব করেছে। পরবর্তী শুনানির তারিখ নির্ধারণ করা হয়েছে। দুর্নীতি দমন কমিশন টিউলিপ সিদ্দিককে আবারও তলব করেছে। পরবর্তী শুনানির তারিখ নির্ধারণ করা হয়েছে। দুর্নীতি দমন কমিশন টিউলিপ সিদ্দিককে আবারও তলব করেছে। পরবর্তী শুনানির তারিখ নির্ধারণ করা হয়েছে। দুর্নীতি দমন কমিশন টিউলিপ সিদ্দিককে আবারও তলব করেছে। পরবর্তী শুনানির তারিখ নির্ধারণ করা হয়েছে। দুর্নীতি দমন কমিশন টিউলিপ সিদ্দিককে আবারও তলব করেছে। পরবর্তী শুনানির তারিখ নির্ধারণ করা হয়েছে। দুর্নীতি দমন কমিশন টিউলিপ সিদ্দিককে আবারও তলব করেছে। পরবর্তী শুনানির তারিখ নির্ধারণ করা হয়েছে। দুর্নীতি দমন কমিশন টিউলিপ সিদ্দিককে আবারও তলব করেছে। পরবর্তী শুনানির তারিখ নির্ধারণ করা হয়েছে। (386, 1757, 634, 1930)
article-body: বিএনপির হাসান বলেন, দেশের রোডম্যাপ অনুযায়ী সংলাপের মাধ্যমে সমস্যার সমাধান হবে। প্রধান উপদেষ্টা এবং তারেক রহমানের বৈঠক নিয়ে আলোচনা চলছে। বিএনপির হাসান বলেন, দেশের রোডম্যাপ অনুযায়ী সংলাপের মাধ্যমে সমস্যার সমাধান হবে। প্রধান উপদেষ্টা এবং তারেক রহমানের বৈঠক নিয়ে আলোচনা চলছে। বিএনপির হাসান বলেন, দেশের রোডম্যাপ অনুযায়ী সংলাপের মাধ্যমে সমস্যার সমাধান হবে। প্রধান উপদেষ্টা এবং তারেক রহমানের বৈঠক নিয়ে আলোচনা চলছে। বিএনপির হাসান বলেন, দেশের রোডম্যাপ অনুযায়ী সংলাপের মাধ্যমে সমস্যার সমাধান হবে। প্রধান উপদেষ্টা এবং তারেক রহমানের বৈঠক নিয়ে আলোচনা চলছে। বিএনপির হাসান বলেন, দেশের রোডম্যাপ অনুযায়ী সংলাপের মাধ্যমে সমস্যার সমাধান হবে। প্রধান উপদেষ্টা এবং তারেক রহমানের বৈঠক নিয়ে আলোচনা চলছে। বিএনপির হাসান বলেন, দেশের রোডম্যাপ অনুযায়ী সংলাপের মাধ্যমে সমস্যার সমাধান হবে। প্রধান উপদেষ্টা এবং তারেক রহমানের বৈঠক নিয়ে আলোচনা চলছে। বিএনপির হাসান বলেন, দেশের রোডম্যাপ অনুযায়ী সংলাপের মাধ্যমে সমস্যার সমাধান হবে। প্রধান উপদেষ্টা এবং তারেক রহমানের বৈঠক নিয়ে আলোচনা চলছে। বিএনপির হাসান বলেন, দেশের রোডম্যাপ অনুযায়ী সংলাপের মাধ্যমে সমস্যার সমাধান হবে। প্রধান উপদেষ্টা এবং তারেক রহমানের বৈঠক নিয়ে আলোচনা চলছে। বিএনপির হাসান বলেন, দেশের রোডম্যাপ অনুযায়ী সংলাপের মাধ্যমে সমস্যার সমাধান হবে। প্রধান উপদেষ্টা এবং তারেক রহমানের বৈঠক নিয়ে আলোচনা চলছে। (118, 356, 366, 615)
article (387, 160, 635, 1350)
article (655, 605, 903, 1050)
article (386, 1721, 635, 1930)
logo-tagline: সত্যের অ অঙ্গীকার প্রতিদিনের (160, 112, 244, 120)
article-body: সৌদি আরব থেকে হজযাত্রীদের ফিরতি ফ্লাইট শুরু হয়েছে। এ পর্যন্ত হাজারো হাজি দেশে ফিরেছেন। সৌদি আরব থেকে হজযাত্রীদের ফিরতি ফ্লাইট শুরু হয়েছে। এ পর্যন্ত হাজারো হাজি দেশে ফিরেছেন। সৌদি আরব থেকে হজযাত্রীদের ফিরতি ফ্লাইট শুরু হয়েছে। এ পর্যন্ত হাজারো হাজি দেশে ফিরেছেন। সৌদি আরব থেকে হজযাত্রীদের ফিরতি ফ্লাইট শুরু হয়েছে। এ পর্যন্ত হাজারো হাজি দেশে ফিরেছেন। সৌদি আরব থেকে হজযাত্রীদের ফিরতি ফ্লাইট শুরু হয়েছে। এ পর্যন্ত হাজারো হাজি দেশে ফিরেছেন। সৌদি আরব থেকে হজযাত্রীদের ফিরতি ফ্লাইট শুরু হয়েছে। এ পর্যন্ত হাজারো হাজি দেশে ফিরেছেন। সৌদি আরব থেকে হজযাত্রীদের ফিরতি ফ্লাইট শুরু হয়েছে। এ পর্যন্ত হাজারো হাজি দেশে ফিরেছেন। সৌদি আরব থেকে হজযাত্রীদের ফিরতি ফ্লাইট শুরু হয়েছে। এ পর্যন্ত হাজারো হাজি দেশে ফিরেছেন। সৌদি আরব থেকে হজযাত্রীদের ফিরতি ফ্লাইট শুরু হয়েছে। এ পর্যন্ত হাজারো হাজি দেশে ফিরেছেন। সৌদি আরব থেকে হজযাত্রীদের ফিরতি ফ্লাইট শুরু হয়েছে। এ পর্যন্ত হাজারো হাজি দেশে ফিরেছেন। সৌদি আরব থেকে হজযাত্রীদের ফিরতি ফ্লাইট শুরু হয়েছে। এ পর্যন্ত হাজারো হাজি দেশে ফিরেছেন। সৌদি আরব থেকে হজযাত্রীদের ফিরতি ফ্লাইট শুরু হয়েছে। এ পর্যন্ত হাজারো হাজি দেশে ফিরেছেন। সৌদি আরব থেকে হজযাত্রীদের ফিরতি ফ্লাইট শুরু হয়েছে। এ পর্যন্ত হাজারো হাজি দেশে ফিরেছেন। সৌদি আরব থেকে হজযাত্রীদের ফিরতি ফ্লাইট শুরু হয়েছে। এ পর্যন্ত হাজারো হাজি দেশে ফিরেছেন। সৌদি আরব থেকে হজযাত্রীদের ফিরতি ফ্লাইট শুরু হয়েছে। এ পর্যন্ত হাজারো হাজি দেশে ফিরেছেন। সৌদি আরব থেকে হজযাত্রীদের ফিরতি ফ্লাইট শুরু হয়েছে। এ পর্যন্ত হাজারো হাজি দেশে ফিরেছেন। (923, 525, 1171, 796)
column-3 (646, 160, 903, 2345)
article-headline: ঈদুল আজহার ছুটিতে (655, 1056, 903, 1088)
article (924, 932, 1172, 1328)
article-body: আগামীর বাংলাদেশে জাতিকে একটি সুষ্ঠু নির্বাচন উপহার দেওয়ার অঙ্গীকার করেছেন নেতারা। আগামীর বাংলাদেশে জাতিকে একটি সুষ্ঠু নির্বাচন উপহার দেওয়ার অঙ্গীকার করেছেন নেতারা। আগামীর বাংলাদেশে জাতিকে একটি সুষ্ঠু নির্বাচন উপহার দেওয়ার অঙ্গীকার করেছেন নেতারা। আগামীর বাংলাদেশে জাতিকে একটি সুষ্ঠু নির্বাচন উপহার দেওয়ার অঙ্গীকার করেছেন নেতারা। আগামীর বাংলাদেশে জাতিকে একটি সুষ্ঠু নির্বাচন উপহার দেওয়ার অঙ্গীকার করেছেন নেতারা। আগামীর বাংলাদেশে জাতিকে একটি সুষ্ঠু নির্বাচন উপহার দেওয়ার অঙ্গীকার করেছেন নেতারা। আগামীর বাংলাদেশে জাতিকে একটি সুষ্ঠু নির্বাচন উপহার দেওয়ার অঙ্গীকার করেছেন নেতারা। আগামীর বাংলাদেশে জাতিকে একটি সুষ্ঠু নির্বাচন উপহার দেওয়ার অঙ্গীকার করেছেন নেতারা। আগামীর বাংলাদেশে জাতিকে একটি সুষ্ঠু নির্বাচন উপহার দেওয়ার অঙ্গীকার করেছেন নেতারা। (655, 451, 903, 598)
article-body: ঈদের ছুটিতে পদ্মা ও যমুনা সেতুতে রেকর্ড পরিমাণ টোল আদায় হয়েছে। ঈদের ছুটিতে পদ্মা ও যমুনা সেতুতে রেকর্ড পরিমাণ টোল আদায় হয়েছে। ঈদের ছুটিতে পদ্মা ও যমুনা সেতুতে রেকর্ড পরিমাণ টোল আদায় হয়েছে। ঈদের ছুটিতে পদ্মা ও যমুনা সেতুতে রেকর্ড পরিমাণ টোল আদায় হয়েছে। ঈদের ছুটিতে পদ্মা ও যমুনা সেতুতে রেকর্ড পরিমাণ টোল আদায় হয়েছে। ঈদের ছুটিতে পদ্মা ও যমুনা সেতুতে রেকর্ড পরিমাণ টোল আদায় হয়েছে। ঈদের ছুটিতে পদ্মা ও যমুনা সেতুতে রেকর্ড পরিমাণ টোল আদায় হয়েছে। (923, 840, 1171, 925)
article-body: বাংলাদেশ ব্যাংকের গভর্নর বলেন, দুর্বল ব্যাংকগুলোকে একীভূত করার প্রক্রিয়া এগিয়ে চলছে। আমানতকারীদের স্বার্থ রক্ষায় নানা উদ্যোগ নেওয়া হয়েছে। বাংলাদেশ ব্যাংকের গভর্নর বলেন, দুর্বল ব্যাংকগুলোকে একীভূত করার প্রক্রিয়া এগিয়ে চলছে। আমানতকারীদের স্বার্থ রক্ষায় নানা উদ্যোগ নেওয়া হয়েছে। বাংলাদেশ ব্যাংকের গভর্নর বলেন, দুর্বল ব্যাংকগুলোকে একীভূত করার প্রক্রিয়া এগিয়ে চলছে। আমানতকারীদের স্বার্থ রক্ষায় নানা উদ্যোগ নেওয়া হয়েছে। বাংলাদেশ ব্যাংকের গভর্নর বলেন, দুর্বল ব্যাংকগুলোকে একীভূত করার প্রক্রিয়া এগিয়ে চলছে। আমানতকারীদের স্বার্থ রক্ষায় নানা উদ্যোগ নেওয়া হয়েছে। বাংলাদেশ ব্যাংকের গভর্নর বলেন, দুর্বল ব্যাংকগুলোকে একীভূত করার প্রক্রিয়া এগিয়ে চলছে। আমানতকারীদের স্বার্থ রক্ষায় নানা উদ্যোগ নেওয়া হয়েছে। বাংলাদেশ ব্যাংকের গভর্নর বলেন, দুর্বল ব্যাংকগুলোকে একীভূত করার প্রক্রিয়া এগিয়ে চলছে। আমানতকারীদের স্বার্থ রক্ষায় নানা উদ্যোগ নেওয়া হয়েছে। বাংলাদেশ ব্যাংকের গভর্নর বলেন, দুর্বল ব্যাংকগুলোকে একীভূত করার প্রক্রিয়া এগিয়ে চলছে। আমানতকারীদের স্বার্থ রক্ষায় নানা উদ্যোগ নেওয়া হয়েছে। বাংলাদেশ ব্যাংকের গভর্নর বলেন, দুর্বল ব্যাংকগুলোকে একীভূত করার প্রক্রিয়া এগিয়ে চলছে। আমানতকারীদের স্বার্থ রক্ষায় নানা উদ্যোগ নেওয়া হয়েছে। বাংলাদেশ ব্যাংকের গভর্নর বলেন, দুর্বল ব্যাংকগুলোকে একীভূত করার প্রক্রিয়া এগিয়ে চলছে। আমানতকারীদের স্বার্থ রক্ষায় নানা উদ্যোগ নেওয়া হয়েছে। বাংলাদেশ ব্যাংকের গভর্নর বলেন, দুর্বল ব্যাংকগুলোকে একীভূত করার প্রক্রিয়া এগিয়ে চলছে। আমানতকারীদের স্বার্থ রক্ষায় নানা উদ্যোগ নেওয়া হয়েছে। বাংলাদেশ ব্যাংকের গভর্নর বলেন, দুর্বল ব্যাংকগুলোকে একীভূত করার প্রক্রিয়া এগিয়ে চলছে। আমানতকারীদের স্বার্থ রক্ষায় নানা উদ্যোগ নেওয়া হয়েছে। বাংলাদেশ ব্যাংকের গভর্নর বলেন, দুর্বল ব্যাংকগুলোকে একীভূত করার প্রক্রিয়া এগিয়ে চলছে। আমানতকারীদের স্বার্থ রক্ষায় নানা উদ্যোগ নেওয়া হয়েছে। বাংলাদেশ ব্যাংকের গভর্নর বলেন, দুর্বল ব্যাংকগুলোকে একীভূত করার প্রক্রিয়া এগিয়ে চলছে। আমানতকারীদের স্বার্থ রক্ষায় নানা উদ্যোগ নেওয়া হয়েছে। বাংলাদেশ ব্যাংকের গভর্নর বলেন, দুর্বল ব্যাংকগুলোকে একীভূত করার প্রক্রিয়া এগিয়ে চলছে। আমানতকারীদের স্বার্থ রক্ষায় নানা উদ্যোগ নেওয়া হয়েছে। (118, 646, 366, 1004)
article (118, 1454, 366, 1643)
article (655, 1056, 903, 1390)
article-headline: ইরানি হামলায় এক রাতে (655, 2248, 903, 2280)
article-body: রেলস্টেশন মাস্টারকে নিয়ে স্থানীয়দের মধ্যে ক্ষোভ দেখা দিয়েছে। রেলস্টেশন মাস্টারকে নিয়ে স্থানীয়দের মধ্যে ক্ষোভ দেখা দিয়েছে। রেলস্টেশন মাস্টারকে নিয়ে স্থানীয়দের মধ্যে ক্ষোভ দেখা দিয়েছে। রেলস্টেশন মাস্টারকে নিয়ে স্থানীয়দের মধ্যে ক্ষোভ দেখা দিয়েছে। (386, 2102, 634, 2150)
article (924, 1334, 1172, 2105)
article (118, 320, 366, 615)
article-body: পিছিয়ে রয়েছে। তাহে দুয়ারে দেশের মানুষেরা তাদের গভীর ভাষে হায়া দেখন রয়েছে। নেতারা দেশের মানুষের নির্বাচনী সময় নিয়ে পরিকল্পনার কথা বলেছেন এবং আলোচনা করছেন। পিছিয়ে রয়েছে। তাহে দুয়ারে দেশের মানুষেরা তাদের গভীর ভাষে হায়া দেখন রয়েছে। নেতারা দেশের মানুষের নির্বাচনী সময় নিয়ে পরিকল্পনার কথা বলেছেন এবং আলোচনা করছেন। পিছিয়ে রয়েছে। তাহে দুয়ারে দেশের মানুষেরা তাদের গভীর ভাষে হায়া দেখন রয়েছে। নেতারা দেশের মানুষের নির্বাচনী সময় নিয়ে পরিকল্পনার কথা বলেছেন এবং আলোচনা করছেন। পিছিয়ে রয়েছে। তাহে দুয়ারে দেশের মানুষেরা তাদের গভীর ভাষে হায়া দেখন রয়েছে। নেতারা দেশের মানুষের নির্বাচনী সময় নিয়ে পরিকল্পনার কথা বলেছেন এবং আলোচনা করছেন। (118, 203, 366, 325)
article-body: ঈদুল আজহার ছুটিতে সড়ক দুর্ঘটনায় বহু মানুষ হতাহত হয়েছেন। রোড সেফটি ফাউন্ডেশন এই তথ্য জানিয়েছে। ঈদুল আজহার ছুটিতে সড়ক দুর্ঘটনায় বহু মানুষ হতাহত হয়েছেন। রোড সেফটি ফাউন্ডেশন এই তথ্য জানিয়েছে। ঈদুল আজহার ছুটিতে সড়ক দুর্ঘটনায় বহু মানুষ হতাহত হয়েছেন। রোড সেফটি ফাউন্ডেশন এই তথ্য জানিয়েছে। ঈদুল আজহার ছুটিতে সড়ক দুর্ঘটনায় বহু মানুষ হতাহত হয়েছেন। রোড সেফটি ফাউন্ডেশন এই তথ্য জানিয়েছে। ঈদুল আজহার ছুটিতে সড়ক দুর্ঘটনায় বহু মানুষ হতাহত হয়েছেন। রোড সেফটি ফাউন্ডেশন এই তথ্য জানিয়েছে। ঈদুল আজহার ছুটিতে সড়ক দুর্ঘটনায় বহু মানুষ হতাহত হয়েছেন। রোড সেফটি ফাউন্ডেশন এই তথ্য জানিয়েছে। ঈদুল আজহার ছুটিতে সড়ক দুর্ঘটনায় বহু মানুষ হতাহত হয়েছেন। রোড সেফটি ফাউন্ডেশন এই তথ্য জানিয়েছে। ঈদুল আজহার ছুটিতে সড়ক দুর্ঘটনায় বহু মানুষ হতাহত হয়েছেন। রোড সেফটি ফাউন্ডেশন এই তথ্য জানিয়েছে। ঈদুল আজহার ছুটিতে সড়ক দুর্ঘটনায় বহু মানুষ হতাহত হয়েছেন। রোড সেফটি ফাউন্ডেশন এই তথ্য জানিয়েছে। ঈদুল আজহার ছুটিতে সড়ক দুর্ঘটনায় বহু মানুষ হতাহত হয়েছেন। রোড সেফটি ফাউন্ডেশন এই তথ্য জানিয়েছে। ঈদুল আজহার ছুটিতে সড়ক দুর্ঘটনায় বহু মানুষ হতাহত হয়েছেন। রোড সেফটি ফাউন্ডেশন এই তথ্য জানিয়েছে। ঈদুল আজহার ছুটিতে সড়ক দুর্ঘটনায় বহু মানুষ হতাহত হয়েছেন। রোড সেফটি ফাউন্ডেশন এই তথ্য জানিয়েছে। ঈদুল আজহার ছুটিতে সড়ক দুর্ঘটনায় বহু মানুষ হতাহত হয়েছেন। রোড সেফটি ফাউন্ডেশন এই তথ্য জানিয়েছে। ঈদুল আজহার ছুটিতে সড়ক দুর্ঘটনায় বহু মানুষ হতাহত হয়েছেন। রোড সেফটি ফাউন্ডেশন এই তথ্য জানিয়েছে। ঈদুল আজহার ছুটিতে সড়ক দুর্ঘটনায় বহু মানুষ হতাহত হয়েছেন। রোড সেফটি ফাউন্ডেশন এই তথ্য জানিয়েছে। (655, 1092, 903, 1376)
article (924, 488, 1172, 797)
article-headline: রেলস্টেশন মাস্টারকে (387, 2065, 635, 2097)
logo-stack: দৈ নি ক (146, 112, 155, 142)
article-body: ইসলামিক বিশ্ববিদ্যালয়ের ছাত্রছাত্রীরা তাদের ফলাফল প্রকাশের দাবি জানিয়েছেন। ইসলামিক বিশ্ববিদ্যালয়ের ছাত্রছাত্রীরা তাদের ফলাফল প্রকাশের দাবি জানিয়েছেন। ইসলামিক বিশ্ববিদ্যালয়ের ছাত্রছাত্রীরা তাদের ফলাফল প্রকাশের দাবি জানিয়েছেন। ইসলামিক বিশ্ববিদ্যালয়ের ছাত্রছাত্রীরা তাদের ফলাফল প্রকাশের দাবি জানিয়েছেন। ইসলামিক বিশ্ববিদ্যালয়ের ছাত্রছাত্রীরা তাদের ফলাফল প্রকাশের দাবি জানিয়েছেন। ইসলামিক বিশ্ববিদ্যালয়ের ছাত্রছাত্রীরা তাদের ফলাফল প্রকাশের দাবি জানিয়েছেন। ইসলামিক বিশ্ববিদ্যালয়ের ছাত্রছাত্রীরা তাদের ফলাফল প্রকাশের দাবি জানিয়েছেন। ইসলামিক বিশ্ববিদ্যালয়ের ছাত্রছাত্রীরা তাদের ফলাফল প্রকাশের দাবি জানিয়েছেন। ইসলামিক বিশ্ববিদ্যালয়ের ছাত্রছাত্রীরা তাদের ফলাফল প্রকাশের দাবি জানিয়েছেন। ইসলামিক বিশ্ববিদ্যালয়ের ছাত্রছাত্রীরা তাদের ফলাফল প্রকাশের দাবি জানিয়েছেন। ইসলামিক বিশ্ববিদ্যালয়ের ছাত্রছাত্রীরা তাদের ফলাফল প্রকাশের দাবি জানিয়েছেন। ইসলামিক বিশ্ববিদ্যালয়ের ছাত্রছাত্রীরা তাদের ফলাফল প্রকাশের দাবি জানিয়েছেন। ইসলামিক বিশ্ববিদ্যালয়ের ছাত্রছাত্রীরা তাদের ফলাফল প্রকাশের দাবি জানিয়েছেন। ইসলামিক বিশ্ববিদ্যালয়ের ছাত্রছাত্রীরা তাদের ফলাফল প্রকাশের দাবি জানিয়েছেন। ইসলামিক বিশ্ববিদ্যালয়ের ছাত্রছাত্রীরা তাদের ফলাফল প্রকাশের দাবি জানিয়েছেন। ইসলামিক বিশ্ববিদ্যালয়ের ছাত্রছাত্রীরা তাদের ফলাফল প্রকাশের দাবি জানিয়েছেন। ইসলামিক বিশ্ববিদ্যালয়ের ছাত্রছাত্রীরা তাদের ফলাফল প্রকাশের দাবি জানিয়েছেন। ইসলামিক বিশ্ববিদ্যালয়ের ছাত্রছাত্রীরা তাদের ফলাফল প্রকাশের দাবি জানিয়েছেন। ইসলামিক বিশ্ববিদ্যালয়ের ছাত্রছাত্রীরা তাদের ফলাফল প্রকাশের দাবি জানিয়েছেন। ইসলামিক বিশ্ববিদ্যালয়ের ছাত্রছাত্রীরা তাদের ফলাফল প্রকাশের দাবি জানিয়েছেন। ইসলামিক বিশ্ববিদ্যালয়ের ছাত্রছাত্রীরা তাদের ফলাফল প্রকাশের দাবি জানিয়েছেন। (923, 161, 1171, 457)
article-headline: পঞ্চগড় সীমান্তে গুলিবিদ্ধ যুবকের মৃত্যু (924, 1334, 1172, 1366)
article-headline: সরকার গঠন করতে (387, 1356, 635, 1388)
article (655, 160, 903, 408)
article (118, 166, 366, 325)
article-body: ইরান হরমুজ প্রণালী বন্ধ করার হুমকি দিয়েছে। বিশ্ববাজারে তেলের দাম বাড়ার আশঙ্কা তৈরি হয়েছে। ইরান হরমুজ প্রণালী বন্ধ করার হুমকি দিয়েছে। বিশ্ববাজারে তেলের দাম বাড়ার আশঙ্কা তৈরি হয়েছে। ইরান হরমুজ প্রণালী বন্ধ করার হুমকি দিয়েছে। বিশ্ববাজারে তেলের দাম বাড়ার আশঙ্কা তৈরি হয়েছে। ইরান হরমুজ প্রণালী বন্ধ করার হুমকি দিয়েছে। বিশ্ববাজারে তেলের দাম বাড়ার আশঙ্কা তৈরি হয়েছে। ইরান হরমুজ প্রণালী বন্ধ করার হুমকি দিয়েছে। বিশ্ববাজারে তেলের দাম বাড়ার আশঙ্কা তৈরি হয়েছে। ইরান হরমুজ প্রণালী বন্ধ করার হুমকি দিয়েছে। বিশ্ববাজারে তেলের দাম বাড়ার আশঙ্কা তৈরি হয়েছে। ইরান হরমুজ প্রণালী বন্ধ করার হুমকি দিয়েছে। বিশ্ববাজারে তেলের দাম বাড়ার আশঙ্কা তৈরি হয়েছে। ইরান হরমুজ প্রণালী বন্ধ করার হুমকি দিয়েছে। বিশ্ববাজারে তেলের দাম বাড়ার আশঙ্কা তৈরি হয়েছে। ইরান হরমুজ প্রণালী বন্ধ করার হুমকি দিয়েছে। বিশ্ববাজারে তেলের দাম বাড়ার আশঙ্কা তৈরি হয়েছে। ইরান হরমুজ প্রণালী বন্ধ করার হুমকি দিয়েছে। বিশ্ববাজারে তেলের দাম বাড়ার আশঙ্কা তৈরি হয়েছে। ইরান হরমুজ প্রণালী বন্ধ করার হুমকি দিয়েছে। বিশ্ববাজারে তেলের দাম বাড়ার আশঙ্কা তৈরি হয়েছে। ইরান হরমুজ প্রণালী বন্ধ করার হুমকি দিয়েছে। বিশ্ববাজারে তেলের দাম বাড়ার আশঙ্কা তৈরি হয়েছে। ইরান হরমুজ প্রণালী বন্ধ করার হুমকি দিয়েছে। বিশ্ববাজারে তেলের দাম বাড়ার আশঙ্কা তৈরি হয়েছে। ইরান হরমুজ প্রণালী বন্ধ করার হুমকি দিয়েছে। বিশ্ববাজারে তেলের দাম বাড়ার আশঙ্কা তৈরি হয়েছে। ইরান হরমুজ প্রণালী বন্ধ করার হুমকি দিয়েছে। বিশ্ববাজারে তেলের দাম বাড়ার আশঙ্কা তৈরি হয়েছে। (655, 1970, 903, 2229)
article (386, 1924, 635, 2071)
article-headline: দেখবে কে? (118, 1036, 366, 1072)
article (655, 1396, 903, 1928)
article-body: রাজধানীর নিউমার্কেট এলাকার একটি কর্মজীবী নারী হোস্টেল থেকে এক ব্যাংক কর্মকর্তার মরদেহ উদ্ধার করেছে পুলিশ। রাজধানীর নিউমার্কেট এলাকার একটি কর্মজীবী নারী হোস্টেল থেকে এক ব্যাংক কর্মকর্তার মরদেহ উদ্ধার করেছে পুলিশ। রাজধানীর নিউমার্কেট এলাকার একটি কর্মজীবী নারী হোস্টেল থেকে এক ব্যাংক কর্মকর্তার মরদেহ উদ্ধার করেছে পুলিশ। রাজধানীর নিউমার্কেট এলাকার একটি কর্মজীবী নারী হোস্টেল থেকে এক ব্যাংক কর্মকর্তার মরদেহ উদ্ধার করেছে পুলিশ। রাজধানীর নিউমার্কেট এলাকার একটি কর্মজীবী নারী হোস্টেল থেকে এক ব্যাংক কর্মকর্তার মরদেহ উদ্ধার করেছে পুলিশ। রাজধানীর নিউমার্কেট এলাকার একটি কর্মজীবী নারী হোস্টেল থেকে এক ব্যাংক কর্মকর্তার মরদেহ উদ্ধার করেছে পুলিশ। রাজধানীর নিউমার্কেট এলাকার একটি কর্মজীবী নারী হোস্টেল থেকে এক ব্যাংক কর্মকর্তার মরদেহ উদ্ধার করেছে পুলিশ। রাজধানীর নিউমার্কেট এলাকার একটি কর্মজীবী নারী হোস্টেল থেকে এক ব্যাংক কর্মকর্তার মরদেহ উদ্ধার করেছে পুলিশ। রাজধানীর নিউমার্কেট এলাকার একটি কর্মজীবী নারী হোস্টেল থেকে এক ব্যাংক কর্মকর্তার মরদেহ উদ্ধার করেছে পুলিশ। রাজধানীর নিউমার্কেট এলাকার একটি কর্মজীবী নারী হোস্টেল থেকে এক ব্যাংক কর্মকর্তার মরদেহ উদ্ধার করেছে পুলিশ। রাজধানীর নিউমার্কেট এলাকার একটি কর্মজীবী নারী হোস্টেল থেকে এক ব্যাংক কর্মকর্তার মরদেহ উদ্ধার করেছে পুলিশ। রাজধানীর নিউমার্কেট এলাকার একটি কর্মজীবী নারী হোস্টেল থেকে এক ব্যাংক কর্মকর্তার মরদেহ উদ্ধার করেছে পুলিশ। রাজধানীর নিউমার্কেট এলাকার একটি কর্মজীবী নারী হোস্টেল থেকে এক ব্যাংক কর্মকর্তার মরদেহ উদ্ধার করেছে পুলিশ। রাজধানীর নিউমার্কেট এলাকার একটি কর্মজীবী নারী হোস্টেল থেকে এক ব্যাংক কর্মকর্তার মরদেহ উদ্ধার করেছে পুলিশ। রাজধানীর নিউমার্কেট এলাকার একটি কর্মজীবী নারী হোস্টেল থেকে এক ব্যাংক কর্মকর্তার মরদেহ উদ্ধার করেছে পুলিশ। (923, 1006, 1171, 1315)
article (655, 1934, 903, 2243)
article-byline: পঞ্চগড় সংবাদদাতা (923, 1371, 985, 1381)
article (387, 2065, 635, 2151)
article-headline: একসঙ্গে চোখ রাঙাচ্ছে (118, 1649, 366, 1681)
article (118, 1036, 366, 1448)
article-headline: ড. ইউনূস ও তারেক (118, 320, 366, 352)
logo: অধিকার (160, 120, 280, 165)
article (118, 610, 366, 1030)
column-2 (378, 160, 635, 2150)
article-headline: কারাগারে ‘ফাঁস নিলেন’ (655, 605, 903, 637)
section-title: খবর (618, 120, 654, 144)
columns (118, 160, 1171, 2345)
article (118, 1649, 366, 2069)
article-headline: হরমুজ প্রণালী বন্ধ করে (655, 1934, 903, 1966)
